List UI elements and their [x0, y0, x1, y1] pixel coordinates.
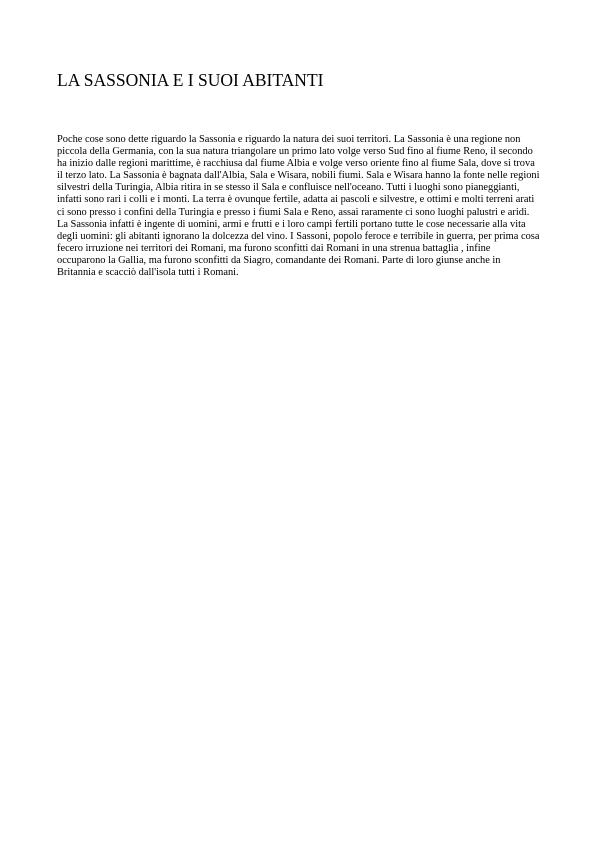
- document-title: LA SASSONIA E I SUOI ABITANTI: [57, 70, 324, 90]
- document-body-paragraph: Poche cose sono dette riguardo la Sassonia e riguardo la natura dei suoi territori. La Sassonia è una regione non piccola della Germania, con la sua natura triangolare un primo lato volge verso Sud fino al fiume Reno, il secondo ha inizio dalle regioni marittime, è racchiusa dal fiume Albia e volge verso oriente fino al fiume Sala, dove si trova il terzo lato. La Sassonia è bagnata dall'Albia, Sala e Wisara, nobili fiumi. Sala e Wisara hanno la fonte nelle regioni silvestri della Turingia, Albia ritira in se stesso il Sala e confluisce nell'oceano. Tutti i luoghi sono pianeggianti, infatti sono rari i colli e i monti. La terra è ovunque fertile, adatta ai pascoli e silvestre, e ottimi e molti terreni arati ci sono presso i confini della Turingia e presso i fiumi Sala e Reno, assai raramente ci sono luoghi palustri e aridi. La Sassonia infatti è ingente di uomini, armi e frutti e i loro campi fertili portano tutte le cose necessarie alla vita degli uomini: gli abitanti ignorano la dolcezza del vino. I Sassoni, popolo feroce e terribile in guerra, per prima cosa fecero irruzione nei territori dei Romani, ma furono sconfitti dai Romani in una strenua battaglia , infine occuparono la Gallia, ma furono sconfitti da Siagro, comandante dei Romani. Parte di loro giunse anche in Britannia e scacciò dall'isola tutti i Romani.: [57, 134, 540, 279]
